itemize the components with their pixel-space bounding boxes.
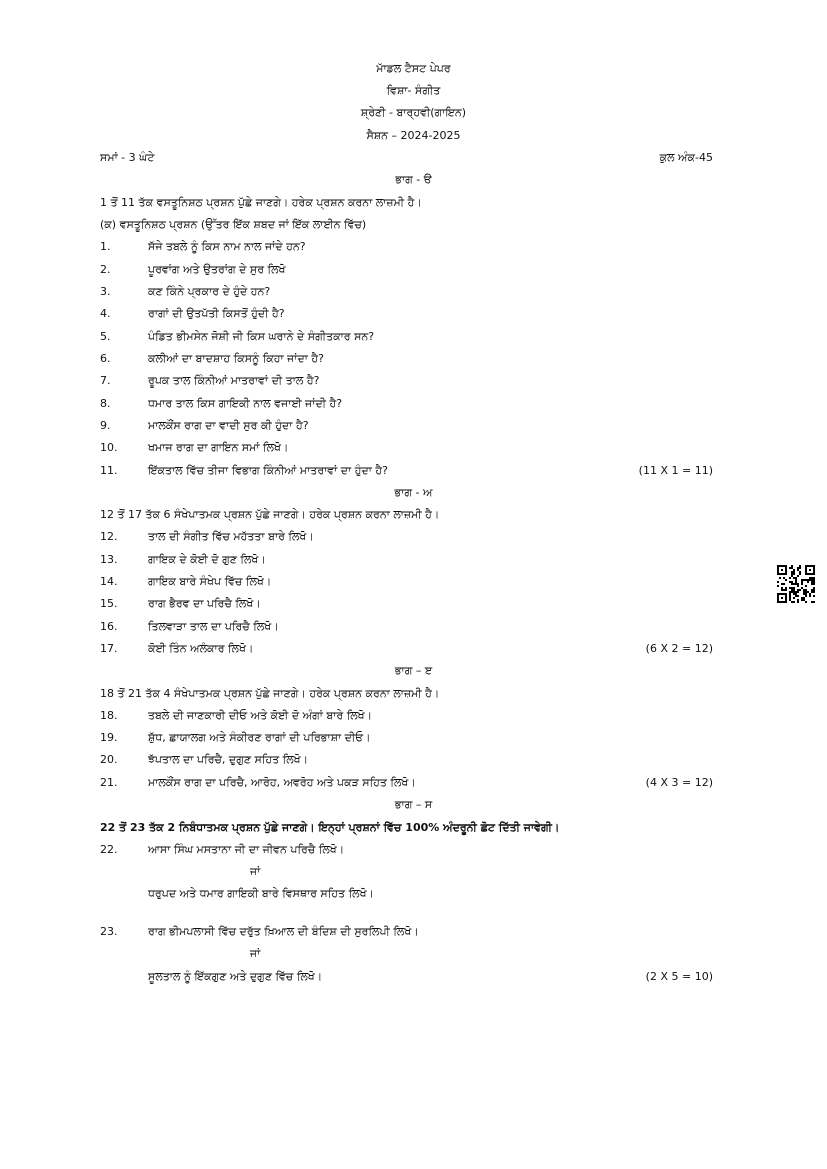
section-d-heading: ਭਾਗ – ਸ (394, 798, 433, 811)
question-text: ਰਾਗ ਭੀਮਪਲਾਸੀ ਵਿੱਚ ਦਰੁੱਤ ਖ਼ਿਆਲ ਦੀ ਬੰਦਿਸ਼ ਦੀ ਸੁਰਲਿਪੀ ਲਿਖੋ। (148, 925, 419, 938)
question-number: 23. (100, 925, 118, 938)
question-number: 21. (100, 776, 118, 789)
question-number: 1. (100, 240, 111, 253)
section-b-marks: (6 X 2 = 12) (645, 642, 713, 655)
question-text: ਮਾਲਕੌਂਸ ਰਾਗ ਦਾ ਪਰਿਚੈ, ਆਰੋਹ, ਅਵਰੋਹ ਅਤੇ ਪਕੜ ਸਹਿਤ ਲਿਖੋ। (148, 776, 416, 789)
paper-title: ਮਾੱਡਲ ਟੈਸਟ ਪੇਪਰ (376, 62, 451, 75)
question-number: 4. (100, 307, 111, 320)
question-text: ਖਮਾਜ ਰਾਗ ਦਾ ਗਾਇਨ ਸਮਾਂ ਲਿਖੋ। (148, 441, 289, 454)
question-number: 7. (100, 374, 111, 387)
section-c-marks: (4 X 3 = 12) (645, 776, 713, 789)
or-label: ਜਾਂ (250, 947, 261, 960)
question-text: ਗਾਇਕ ਬਾਰੇ ਸੰਖੇਪ ਵਿੱਚ ਲਿਖੋ। (148, 575, 272, 588)
section-d-marks: (2 X 5 = 10) (645, 970, 713, 983)
section-a-marks: (11 X 1 = 11) (638, 464, 713, 477)
question-text: ਗਾਇਕ ਦੇ ਕੋਈ ਦੋ ਗੁਣ ਲਿਖੋ। (148, 553, 266, 566)
question-number: 19. (100, 731, 118, 744)
question-text: ਕਲੀਆਂ ਦਾ ਬਾਦਸ਼ਾਹ ਕਿਸਨੂੰ ਕਿਹਾ ਜਾਂਦਾ ਹੈ? (148, 352, 324, 365)
question-text: ਸੱਜੇ ਤਬਲੇ ਨੂੰ ਕਿਸ ਨਾਮ ਨਾਲ ਜਾਂਦੇ ਹਨ? (148, 240, 306, 253)
paper-class: ਸ਼੍ਰੇਣੀ - ਬਾਰ੍ਹਵੀ(ਗਾਇਨ) (360, 106, 467, 119)
question-number: 11. (100, 464, 118, 477)
paper-subject: ਵਿਸ਼ਾ- ਸੰਗੀਤ (386, 84, 441, 97)
question-number: 10. (100, 441, 118, 454)
question-number: 18. (100, 709, 118, 722)
section-a-subinstruction: (ਕ) ਵਸਤੂਨਿਸ਼ਠ ਪ੍ਰਸ਼ਨ (ਉੱਤਰ ਇੱਕ ਸ਼ਬਦ ਜਾਂ ਇੱਕ ਲਾਈਨ ਵਿੱਚ) (100, 218, 367, 231)
question-number: 8. (100, 397, 111, 410)
question-text: ਰਾਗਾਂ ਦੀ ਉਤਪੱਤੀ ਕਿਸਤੋਂ ਹੁੰਦੀ ਹੈ? (148, 307, 285, 320)
question-number: 12. (100, 530, 118, 543)
question-number: 20. (100, 753, 118, 766)
section-c-instruction: 18 ਤੋਂ 21 ਤੱਕ 4 ਸੰਖੇਪਾਤਮਕ ਪ੍ਰਸ਼ਨ ਪੁੱਛੇ ਜਾਣਗੇ। ਹਰੇਕ ਪ੍ਰਸ਼ਨ ਕਰਨਾ ਲਾਜ਼ਮੀ ਹੈ। (100, 687, 440, 700)
qr-code (777, 565, 815, 603)
question-number: 6. (100, 352, 111, 365)
time-allowed: ਸਮਾਂ - 3 ਘੰਟੇ (100, 151, 155, 164)
section-b-heading: ਭਾਗ - ਅ (394, 486, 433, 499)
section-b-instruction: 12 ਤੋਂ 17 ਤੱਕ 6 ਸੰਖੇਪਾਤਮਕ ਪ੍ਰਸ਼ਨ ਪੁੱਛੇ ਜਾਣਗੇ। ਹਰੇਕ ਪ੍ਰਸ਼ਨ ਕਰਨਾ ਲਾਜ਼ਮੀ ਹੈ। (100, 508, 440, 521)
question-text: ਮਾਲਕੌਂਸ ਰਾਗ ਦਾ ਵਾਦੀ ਸੁਰ ਕੀ ਹੁੰਦਾ ਹੈ? (148, 419, 309, 432)
question-text: ਤਬਲੇ ਦੀ ਜਾਣਕਾਰੀ ਦੀਓ ਅਤੇ ਕੋਈ ਦੋ ਅੰਗਾਂ ਬਾਰੇ ਲਿਖੋ। (148, 709, 373, 722)
question-number: 5. (100, 330, 111, 343)
section-a-instruction: 1 ਤੋਂ 11 ਤੱਕ ਵਸਤੂਨਿਸ਼ਠ ਪ੍ਰਸ਼ਨ ਪੁੱਛੇ ਜਾਣਗੇ। ਹਰੇਕ ਪ੍ਰਸ਼ਨ ਕਰਨਾ ਲਾਜ਼ਮੀ ਹੈ। (100, 196, 422, 209)
question-number: 22. (100, 843, 118, 856)
question-number: 17. (100, 642, 118, 655)
section-c-heading: ਭਾਗ – ੲ (394, 664, 433, 677)
question-number: 3. (100, 285, 111, 298)
question-text: ਰੂਪਕ ਤਾਲ ਕਿੰਨੀਆਂ ਮਾਤਰਾਵਾਂ ਦੀ ਤਾਲ ਹੈ? (148, 374, 320, 387)
section-d-instruction: 22 ਤੋਂ 23 ਤੱਕ 2 ਨਿਬੰਧਾਤਮਕ ਪ੍ਰਸ਼ਨ ਪੁੱਛੇ ਜਾਣਗੇ। ਇਨ੍ਹਾਂ ਪ੍ਰਸ਼ਨਾਂ ਵਿੱਚ 100% ਅੰਦਰੂਨੀ ਛੋਟ ਦਿੱਤੀ ਜਾਵੇਗੀ। (100, 821, 560, 834)
or-label: ਜਾਂ (250, 865, 261, 878)
question-alt-text: ਧਰੁਪਦ ਅਤੇ ਧਮਾਰ ਗਾਇਕੀ ਬਾਰੇ ਵਿਸਥਾਰ ਸਹਿਤ ਲਿਖੋ। (148, 887, 374, 900)
question-number: 14. (100, 575, 118, 588)
total-marks: ਕੁਲ ਅੰਕ-45 (659, 151, 713, 164)
question-text: ਪੰਡਿਤ ਭੀਮਸੇਨ ਜੋਸ਼ੀ ਜੀ ਕਿਸ ਘਰਾਨੇ ਦੇ ਸੰਗੀਤਕਾਰ ਸਨ? (148, 330, 375, 343)
question-text: ਕਣ ਕਿੰਨੇ ਪ੍ਰਕਾਰ ਦੇ ਹੁੰਦੇ ਹਨ? (148, 285, 271, 298)
question-text: ਸ਼ੁੱਧ, ਛਾਯਾਲਗ ਅਤੇ ਸੰਕੀਰਣ ਰਾਗਾਂ ਦੀ ਪਰਿਭਾਸ਼ਾ ਦੀਓ। (148, 731, 371, 744)
question-text: ਝੱਪਤਾਲ ਦਾ ਪਰਿਚੈ, ਦੁਗੁਣ ਸਹਿਤ ਲਿਖੋ। (148, 753, 309, 766)
question-text: ਕੋਈ ਤਿੰਨ ਅਲੰਕਾਰ ਲਿਖੋ। (148, 642, 254, 655)
question-number: 15. (100, 597, 118, 610)
question-text: ਤਿਲਵਾੜਾ ਤਾਲ ਦਾ ਪਰਿਚੈ ਲਿਖੋ। (148, 620, 279, 633)
question-text: ਆਸਾ ਸਿੰਘ ਮਸਤਾਨਾ ਜੀ ਦਾ ਜੀਵਨ ਪਰਿਚੈ ਲਿਖੋ। (148, 843, 345, 856)
question-text: ਰਾਗ ਭੈਰਵ ਦਾ ਪਰਿਚੈ ਲਿਖੋ। (148, 597, 261, 610)
question-text: ਪੂਰਵਾਂਗ ਅਤੇ ਉਤਰਾਂਗ ਦੇ ਸੁਰ ਲਿਖੋ (148, 263, 286, 276)
question-alt-text: ਸੂਲਤਾਲ ਨੂੰ ਇੱਕਗੁਣ ਅਤੇ ਦੁਗੁਣ ਵਿੱਚ ਲਿਖੋ। (148, 970, 323, 983)
question-number: 9. (100, 419, 111, 432)
question-text: ਧਮਾਰ ਤਾਲ ਕਿਸ ਗਾਇਕੀ ਨਾਲ ਵਜਾਈ ਜਾਂਦੀ ਹੈ? (148, 397, 343, 410)
question-text: ਇੱਕਤਾਲ ਵਿੱਚ ਤੀਜਾ ਵਿਭਾਗ ਕਿੰਨੀਆਂ ਮਾਤਰਾਵਾਂ ਦਾ ਹੁੰਦਾ ਹੈ? (148, 464, 388, 477)
question-text: ਤਾਲ ਦੀ ਸੰਗੀਤ ਵਿੱਚ ਮਹੱਤਤਾ ਬਾਰੇ ਲਿਖੋ। (148, 530, 314, 543)
question-number: 16. (100, 620, 118, 633)
paper-session: ਸੈਸ਼ਨ – 2024-2025 (366, 129, 461, 142)
section-a-heading: ਭਾਗ - ੳ (395, 173, 432, 186)
question-number: 13. (100, 553, 118, 566)
question-number: 2. (100, 263, 111, 276)
